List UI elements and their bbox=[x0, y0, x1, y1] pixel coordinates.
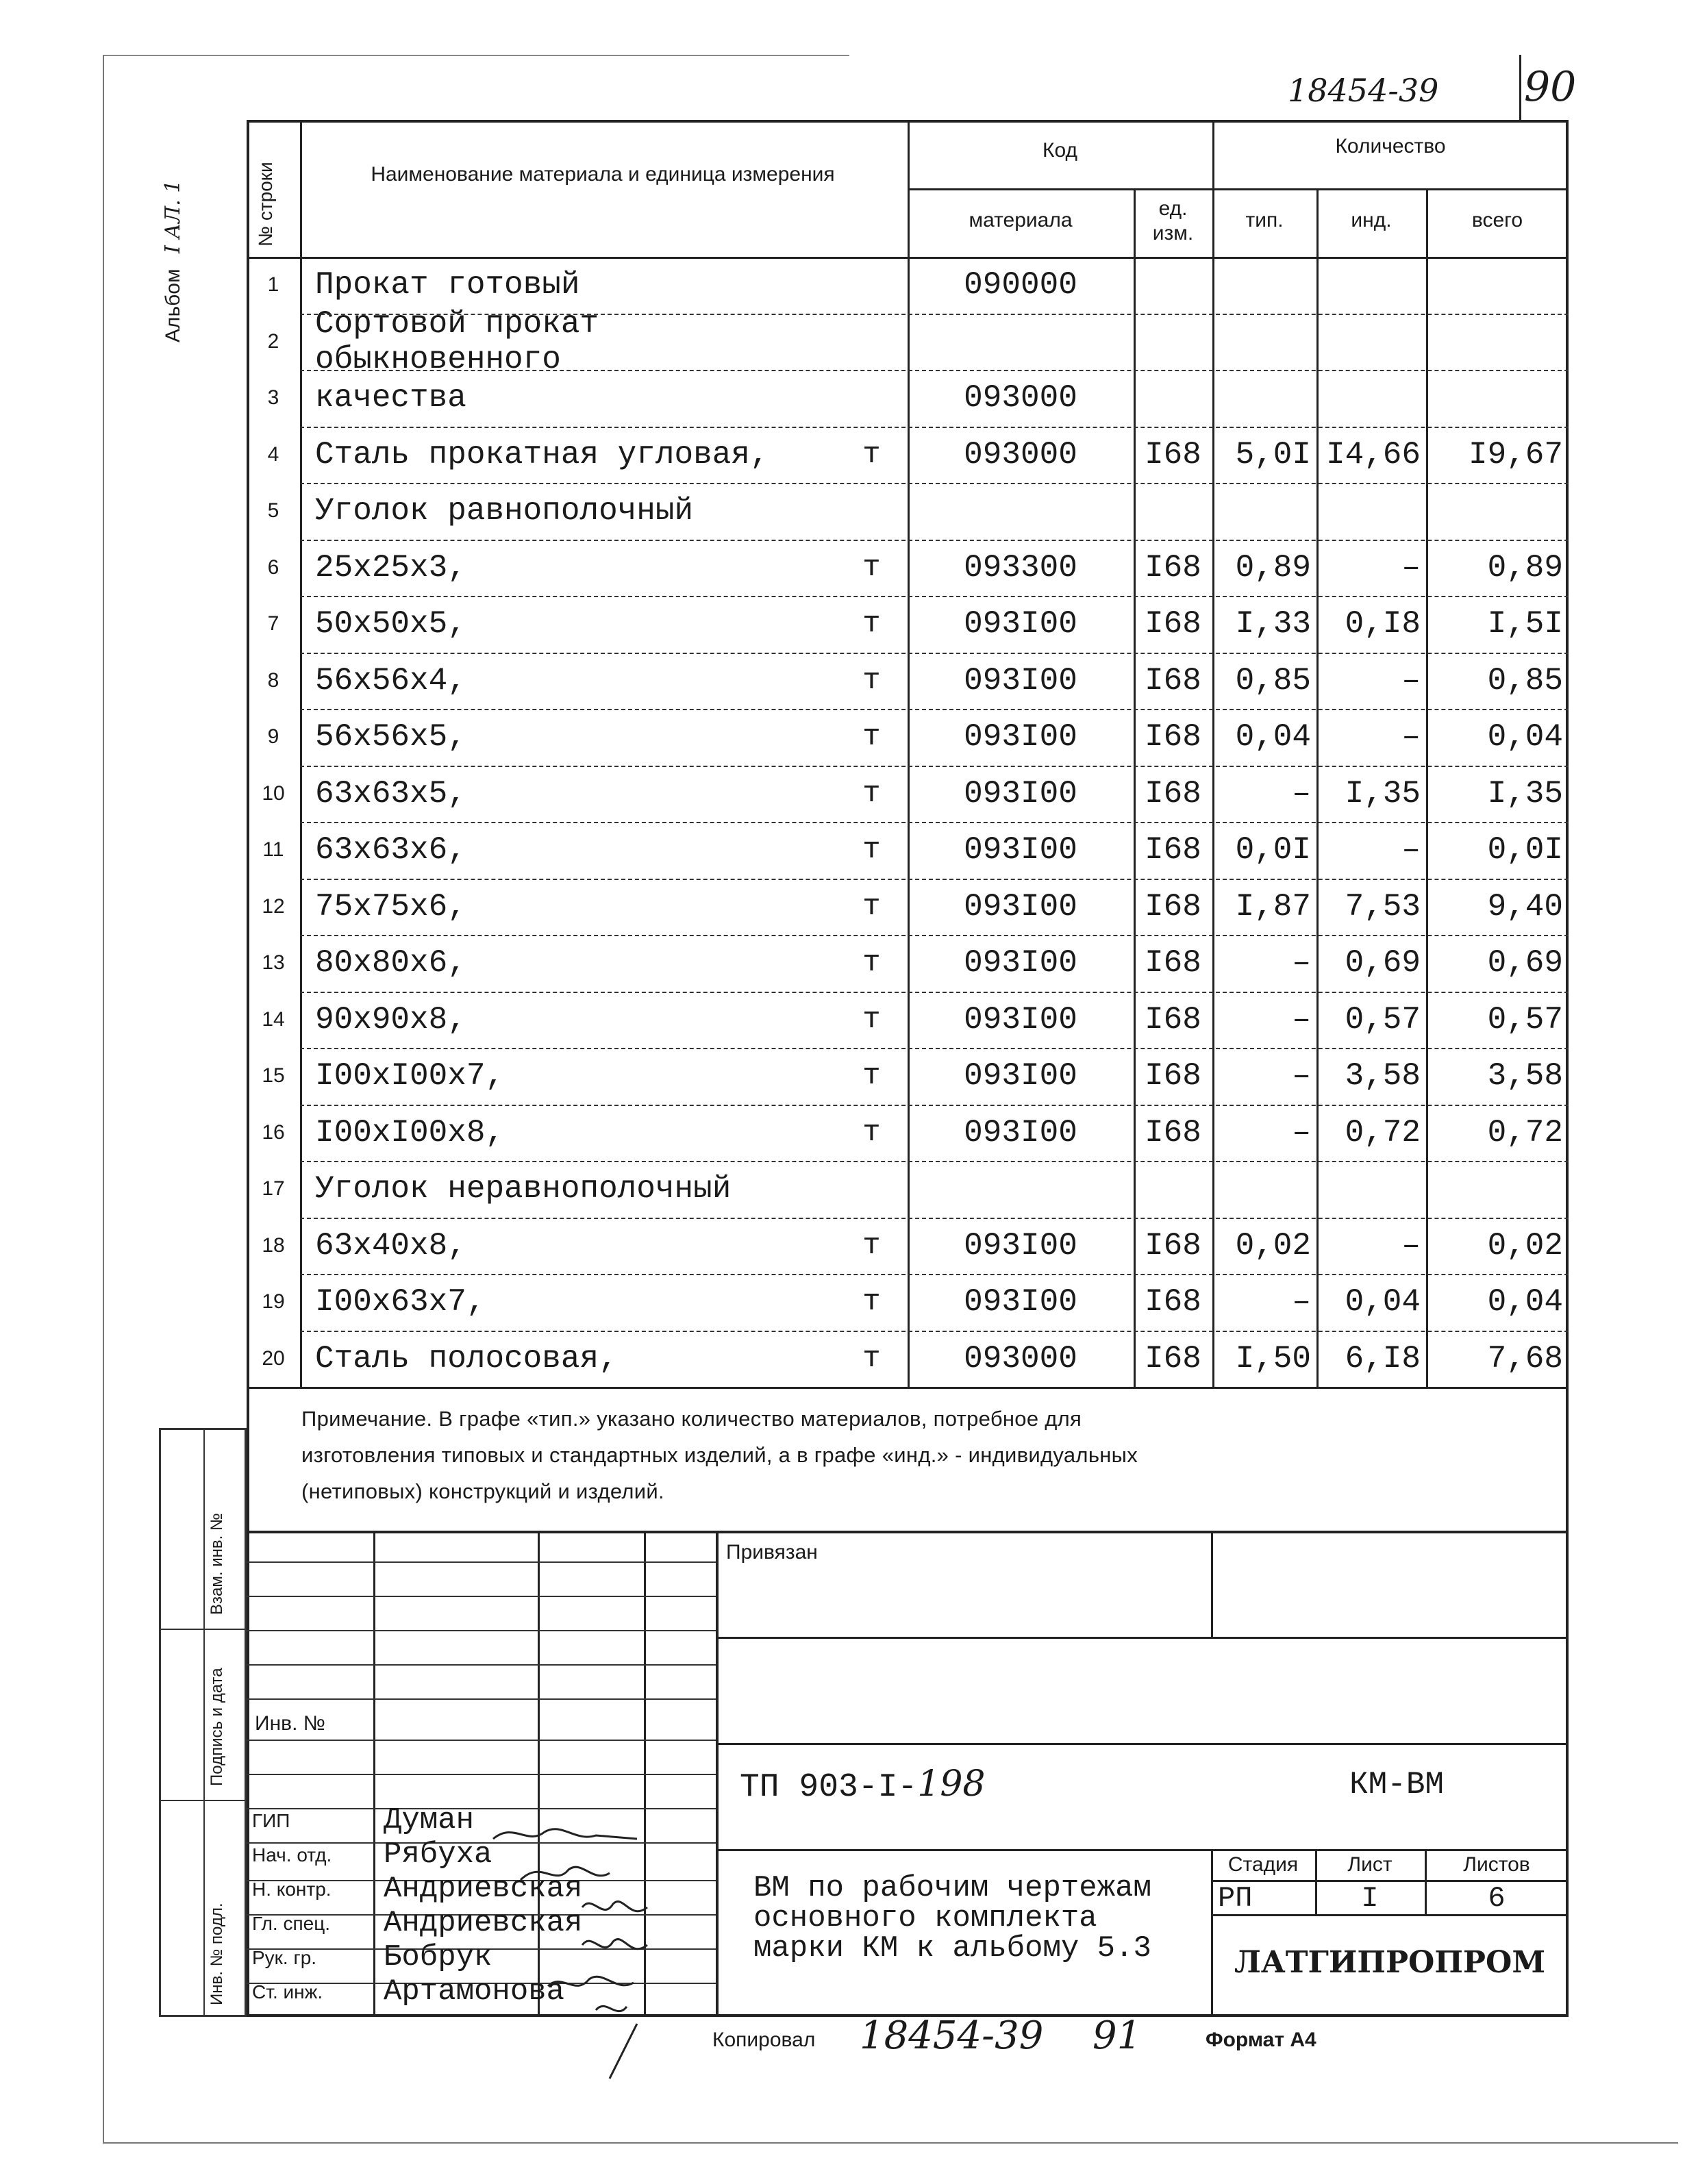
row-unit bbox=[836, 314, 908, 371]
role-person: Думан bbox=[384, 1803, 475, 1837]
row-qty-ind: 0,57 bbox=[1345, 1001, 1421, 1038]
row-number: 14 bbox=[262, 1007, 285, 1031]
row-qty-ind bbox=[1316, 483, 1426, 540]
row-divider bbox=[300, 370, 1569, 371]
table-row bbox=[247, 370, 1569, 427]
table-row bbox=[247, 709, 1569, 766]
project-code bbox=[740, 1763, 986, 1806]
table-row bbox=[247, 1161, 1569, 1218]
row-qty-total: 3,58 bbox=[1487, 1058, 1563, 1094]
row-qty-ind: 3,58 bbox=[1345, 1058, 1421, 1094]
table-row bbox=[247, 1105, 1569, 1162]
row-number: 19 bbox=[262, 1290, 285, 1314]
row-code: 093I00 bbox=[964, 1284, 1077, 1320]
row-number: 9 bbox=[267, 725, 279, 749]
tb-hline bbox=[247, 1774, 716, 1775]
side-stamp-hline-1 bbox=[161, 1629, 245, 1630]
row-ed-izm bbox=[1134, 314, 1212, 371]
row-divider bbox=[300, 427, 1569, 428]
row-code: 093I00 bbox=[964, 775, 1077, 812]
row-number: 4 bbox=[267, 442, 279, 466]
row-qty-total: I9,67 bbox=[1468, 436, 1563, 473]
row-number: 8 bbox=[267, 668, 279, 692]
album-label bbox=[161, 180, 185, 342]
col-header-qty-ind: инд. bbox=[1351, 209, 1392, 231]
row-divider bbox=[300, 1048, 1569, 1049]
role-label: Нач. отд. bbox=[252, 1844, 332, 1866]
role-person: Артамонова bbox=[384, 1974, 565, 2009]
album-number: I АЛ. 1 bbox=[161, 179, 185, 254]
tb-hline bbox=[247, 1808, 716, 1809]
row-qty-typ: – bbox=[1292, 1058, 1311, 1094]
row-divider bbox=[300, 653, 1569, 654]
sheet-value: I bbox=[1361, 1882, 1379, 1915]
side-stamp-divider bbox=[203, 1430, 205, 2015]
margin-line-left bbox=[103, 55, 104, 2144]
row-number: 5 bbox=[267, 499, 279, 523]
row-name: Сталь полосовая, bbox=[315, 1340, 618, 1377]
row-name: Прокат готовый bbox=[315, 267, 580, 303]
col-header-code: Код bbox=[1042, 139, 1077, 162]
row-code bbox=[908, 483, 1134, 540]
title-line-3: марки КМ к альбому 5.3 bbox=[753, 1931, 1151, 1966]
row-ed-izm: I68 bbox=[1145, 606, 1201, 642]
row-qty-typ: 0,85 bbox=[1235, 662, 1311, 699]
row-ed-izm: I68 bbox=[1145, 1340, 1201, 1377]
row-qty-typ: – bbox=[1292, 775, 1311, 812]
tb-hline-privyazan bbox=[716, 1637, 1569, 1639]
row-ed-izm: I68 bbox=[1145, 549, 1201, 586]
privyazan-label: Привязан bbox=[726, 1541, 818, 1564]
row-unit bbox=[836, 257, 908, 314]
row-ed-izm bbox=[1134, 1161, 1212, 1218]
row-ed-izm: I68 bbox=[1145, 1227, 1201, 1264]
role-person: Андриевская bbox=[384, 1906, 583, 1940]
copied-label: Копировал bbox=[712, 2029, 816, 2051]
row-name: Уголок равнополочный bbox=[315, 493, 694, 529]
row-name: Уголок неравнополочный bbox=[315, 1171, 732, 1207]
row-ed-izm: I68 bbox=[1145, 662, 1201, 699]
stamp-podpis: Подпись и дата bbox=[208, 1668, 226, 1786]
row-name: 75х75х6, bbox=[315, 888, 466, 925]
row-number: 15 bbox=[262, 1064, 285, 1088]
row-number: 16 bbox=[262, 1120, 285, 1144]
row-name: I00х63х7, bbox=[315, 1284, 486, 1320]
row-qty-typ: – bbox=[1292, 1001, 1311, 1038]
tb-vline-4 bbox=[716, 1531, 719, 2017]
drawing-mark: КМ-ВМ bbox=[1349, 1767, 1445, 1803]
row-ed-izm bbox=[1134, 257, 1212, 314]
tb-hline bbox=[247, 1561, 716, 1563]
row-code: 093I00 bbox=[964, 1114, 1077, 1151]
row-qty-total: 9,40 bbox=[1487, 888, 1563, 925]
stamp-inv-podl: Инв. № подл. bbox=[208, 1903, 226, 2005]
hline-table-bottom bbox=[247, 1387, 1569, 1389]
row-ed-izm: I68 bbox=[1145, 775, 1201, 812]
row-qty-typ bbox=[1212, 483, 1316, 540]
row-unit: т bbox=[862, 720, 881, 755]
table-row bbox=[247, 653, 1569, 710]
hline-header-mid bbox=[908, 188, 1569, 190]
row-qty-ind bbox=[1316, 314, 1426, 371]
sheets-value: 6 bbox=[1488, 1882, 1506, 1915]
row-qty-typ: 5,0I bbox=[1235, 436, 1311, 473]
sheets-label: Листов bbox=[1463, 1853, 1530, 1876]
row-qty-total bbox=[1426, 1161, 1569, 1218]
row-code: 093I00 bbox=[964, 719, 1077, 755]
table-row bbox=[247, 1218, 1569, 1275]
tb-hline bbox=[247, 1740, 716, 1741]
row-qty-total: 0,85 bbox=[1487, 662, 1563, 699]
role-label: Ст. инж. bbox=[252, 1981, 323, 2003]
col-header-code-unit: ед. изм. bbox=[1152, 197, 1194, 244]
row-code: 093000 bbox=[964, 380, 1077, 416]
title-block-top-line bbox=[247, 1531, 1569, 1533]
doc-number: 18454-39 bbox=[1288, 72, 1439, 109]
organization: ЛАТГИПРОПРОМ bbox=[1234, 1945, 1546, 1980]
table-row bbox=[247, 305, 1569, 377]
row-name: качества bbox=[315, 380, 466, 416]
stage-value: РП bbox=[1218, 1882, 1253, 1915]
copied-value: 18454-39 bbox=[860, 2013, 1044, 2058]
row-code: 093I00 bbox=[964, 832, 1077, 868]
row-qty-total: 0,04 bbox=[1487, 1284, 1563, 1320]
row-qty-ind: – bbox=[1401, 1227, 1421, 1264]
tb-hline bbox=[247, 1630, 716, 1631]
row-ed-izm: I68 bbox=[1145, 888, 1201, 925]
title-line-2: основного комплекта bbox=[753, 1901, 1097, 1935]
row-code bbox=[908, 1161, 1134, 1218]
row-ed-izm: I68 bbox=[1145, 1058, 1201, 1094]
row-unit bbox=[836, 1161, 908, 1218]
row-number: 10 bbox=[262, 781, 285, 805]
row-qty-ind: – bbox=[1401, 832, 1421, 868]
row-divider bbox=[300, 709, 1569, 710]
row-qty-total: 0,89 bbox=[1487, 549, 1563, 586]
row-number: 13 bbox=[262, 951, 285, 975]
row-qty-total: 7,68 bbox=[1487, 1340, 1563, 1377]
tb-hline bbox=[247, 1664, 716, 1666]
row-unit: т bbox=[862, 1228, 881, 1263]
row-code: 093I00 bbox=[964, 662, 1077, 699]
row-unit: т bbox=[862, 776, 881, 811]
table-row bbox=[247, 992, 1569, 1049]
title-line-1: ВМ по рабочим чертежам bbox=[753, 1871, 1151, 1905]
side-stamp-hline-2 bbox=[161, 1800, 245, 1801]
row-qty-typ: 0,02 bbox=[1235, 1227, 1311, 1264]
row-name: 25х25х3, bbox=[315, 549, 466, 586]
row-qty-ind: I,35 bbox=[1345, 775, 1421, 812]
row-name: 80х80х6, bbox=[315, 945, 466, 981]
row-divider bbox=[300, 1161, 1569, 1162]
tb-hline-code bbox=[716, 1743, 1569, 1745]
row-divider bbox=[300, 483, 1569, 484]
row-qty-typ bbox=[1212, 314, 1316, 371]
row-code: 093I00 bbox=[964, 1058, 1077, 1094]
project-code-prefix: ТП 903-I- bbox=[740, 1769, 918, 1806]
row-divider bbox=[300, 822, 1569, 823]
row-qty-total: 0,04 bbox=[1487, 719, 1563, 755]
row-divider bbox=[300, 766, 1569, 767]
row-qty-total bbox=[1426, 314, 1569, 371]
table-row bbox=[247, 483, 1569, 540]
row-qty-total: I,5I bbox=[1487, 606, 1563, 642]
row-code: 093300 bbox=[964, 549, 1077, 586]
row-qty-typ: 0,04 bbox=[1235, 719, 1311, 755]
row-ed-izm: I68 bbox=[1145, 1284, 1201, 1320]
row-unit bbox=[836, 370, 908, 427]
row-qty-typ: 0,89 bbox=[1235, 549, 1311, 586]
row-number: 7 bbox=[267, 612, 279, 636]
note-line-3: (нетиповых) конструкций и изделий. bbox=[301, 1479, 664, 1503]
row-qty-typ bbox=[1212, 1161, 1316, 1218]
margin-line-top bbox=[103, 55, 849, 56]
format-label: Формат А4 bbox=[1206, 2029, 1316, 2051]
sheet-label: Лист bbox=[1347, 1853, 1393, 1876]
row-name: Сталь прокатная угловая, bbox=[315, 436, 769, 473]
project-code-suffix: 198 bbox=[917, 1763, 986, 1805]
row-ed-izm: I68 bbox=[1145, 1001, 1201, 1038]
row-qty-typ: – bbox=[1292, 945, 1311, 981]
table-row bbox=[247, 822, 1569, 879]
row-qty-total: 0,57 bbox=[1487, 1001, 1563, 1038]
row-ed-izm: I68 bbox=[1145, 1114, 1201, 1151]
row-unit: т bbox=[862, 607, 881, 642]
row-unit: т bbox=[862, 1002, 881, 1037]
row-ed-izm: I68 bbox=[1145, 832, 1201, 868]
row-unit bbox=[836, 483, 908, 540]
row-ed-izm: I68 bbox=[1145, 945, 1201, 981]
row-qty-ind: 6,I8 bbox=[1345, 1340, 1421, 1377]
row-ed-izm bbox=[1134, 370, 1212, 427]
side-stamp bbox=[159, 1428, 247, 2017]
row-qty-ind bbox=[1316, 370, 1426, 427]
row-divider bbox=[300, 540, 1569, 541]
table-row bbox=[247, 1274, 1569, 1331]
row-qty-total: 0,02 bbox=[1487, 1227, 1563, 1264]
row-number: 17 bbox=[262, 1177, 285, 1201]
row-unit: т bbox=[862, 1115, 881, 1150]
row-number: 1 bbox=[267, 273, 279, 297]
row-code: 093I00 bbox=[964, 1001, 1077, 1038]
col-header-name: Наименование материала и единица измерения bbox=[371, 163, 835, 186]
col-header-qty: Количество bbox=[1335, 135, 1446, 158]
row-ed-izm bbox=[1134, 483, 1212, 540]
table-row bbox=[247, 540, 1569, 597]
role-person: Андриевская bbox=[384, 1872, 583, 1906]
row-qty-total: 0,69 bbox=[1487, 945, 1563, 981]
row-number: 20 bbox=[262, 1346, 285, 1370]
copied-sheet: 91 bbox=[1093, 2013, 1142, 2058]
row-qty-ind: 0,04 bbox=[1345, 1284, 1421, 1320]
row-qty-ind: I4,66 bbox=[1325, 436, 1421, 473]
row-name: I00хI00х8, bbox=[315, 1114, 505, 1151]
row-qty-ind: – bbox=[1401, 662, 1421, 699]
row-qty-ind: 0,69 bbox=[1345, 945, 1421, 981]
row-qty-typ: I,50 bbox=[1235, 1340, 1311, 1377]
row-number: 3 bbox=[267, 386, 279, 410]
corner-divider bbox=[1519, 55, 1521, 120]
row-name: 50х50х5, bbox=[315, 606, 466, 642]
row-code: 093000 bbox=[964, 1340, 1077, 1377]
row-code bbox=[908, 314, 1134, 371]
role-label: ГИП bbox=[252, 1810, 290, 1831]
row-qty-ind bbox=[1316, 1161, 1426, 1218]
row-qty-ind: 7,53 bbox=[1345, 888, 1421, 925]
row-divider bbox=[300, 879, 1569, 880]
drawing-title bbox=[753, 1871, 1151, 1966]
row-code: 093I00 bbox=[964, 945, 1077, 981]
row-number: 18 bbox=[262, 1233, 285, 1257]
note-line-1: Примечание. В графе «тип.» указано количество материалов, потребное для bbox=[301, 1407, 1082, 1431]
row-ed-izm: I68 bbox=[1145, 719, 1201, 755]
role-person: Рябуха bbox=[384, 1837, 492, 1872]
row-unit: т bbox=[862, 833, 881, 868]
note-block bbox=[301, 1401, 1138, 1509]
stage-label: Стадия bbox=[1227, 1853, 1299, 1876]
row-qty-typ: I,87 bbox=[1235, 888, 1311, 925]
table-row bbox=[247, 935, 1569, 992]
row-qty-total bbox=[1426, 370, 1569, 427]
row-qty-typ: – bbox=[1292, 1284, 1311, 1320]
tb-hline-title bbox=[716, 1849, 1569, 1851]
col-header-qty-total: всего bbox=[1471, 209, 1523, 231]
row-qty-total bbox=[1426, 483, 1569, 540]
row-divider bbox=[300, 935, 1569, 936]
row-name: 56х56х4, bbox=[315, 662, 466, 699]
pen-stroke bbox=[603, 2020, 644, 2082]
row-number: 12 bbox=[262, 894, 285, 918]
row-unit: т bbox=[862, 550, 881, 585]
row-unit: т bbox=[862, 1285, 881, 1320]
row-divider bbox=[300, 596, 1569, 597]
table-row bbox=[247, 257, 1569, 314]
row-qty-typ bbox=[1212, 370, 1316, 427]
row-ed-izm: I68 bbox=[1145, 436, 1201, 473]
row-divider bbox=[300, 1218, 1569, 1219]
row-qty-typ: – bbox=[1292, 1114, 1311, 1151]
row-number: 2 bbox=[267, 329, 279, 353]
row-qty-typ: 0,0I bbox=[1235, 832, 1311, 868]
role-label: Гл. спец. bbox=[252, 1913, 331, 1934]
table-row bbox=[247, 766, 1569, 823]
row-number: 11 bbox=[262, 838, 284, 862]
col-header-code-material: материала bbox=[969, 209, 1073, 231]
materials-table bbox=[247, 120, 1569, 1387]
album-label-text: Альбом bbox=[162, 268, 184, 342]
role-label: Рук. гр. bbox=[252, 1947, 317, 1968]
row-divider bbox=[300, 1331, 1569, 1332]
row-unit: т bbox=[862, 946, 881, 981]
row-qty-ind: 0,I8 bbox=[1345, 606, 1421, 642]
row-qty-ind bbox=[1316, 257, 1426, 314]
row-name: 90х90х8, bbox=[315, 1001, 466, 1038]
row-code: 090000 bbox=[964, 267, 1077, 303]
row-unit: т bbox=[862, 437, 881, 472]
row-qty-typ bbox=[1212, 257, 1316, 314]
row-qty-total bbox=[1426, 257, 1569, 314]
row-divider bbox=[300, 1105, 1569, 1106]
row-qty-total: I,35 bbox=[1487, 775, 1563, 812]
row-name: 63х63х6, bbox=[315, 832, 466, 868]
row-qty-ind: – bbox=[1401, 719, 1421, 755]
row-code: 093I00 bbox=[964, 606, 1077, 642]
row-qty-ind: 0,72 bbox=[1345, 1114, 1421, 1151]
row-code: 093I00 bbox=[964, 1227, 1077, 1264]
row-code: 093I00 bbox=[964, 888, 1077, 925]
margin-line-bottom bbox=[103, 2142, 1678, 2144]
table-row bbox=[247, 879, 1569, 936]
tb-hline bbox=[247, 1596, 716, 1597]
row-name: 63х63х5, bbox=[315, 775, 466, 812]
row-name: Сортовой прокат обыкновенного bbox=[315, 305, 599, 377]
row-unit: т bbox=[862, 1341, 881, 1376]
row-unit: т bbox=[862, 1059, 881, 1094]
sheet-corner-number: 90 bbox=[1524, 63, 1577, 111]
table-row bbox=[247, 427, 1569, 484]
col-header-num: № строки bbox=[255, 162, 276, 247]
note-line-2: изготовления типовых и стандартных изделий, а в графе «инд.» - индивидуальных bbox=[301, 1443, 1138, 1467]
row-number: 6 bbox=[267, 555, 279, 579]
stamp-vzam: Взам. инв. № bbox=[208, 1513, 226, 1615]
row-divider bbox=[300, 992, 1569, 993]
row-divider bbox=[300, 1274, 1569, 1275]
tb-hline bbox=[247, 1698, 716, 1700]
row-name: 56х56х5, bbox=[315, 719, 466, 755]
tb-vline-privyazan bbox=[1211, 1531, 1213, 1637]
row-name: I00хI00х7, bbox=[315, 1058, 505, 1094]
inv-no-label: Инв. № bbox=[255, 1712, 325, 1735]
table-row bbox=[247, 596, 1569, 653]
row-qty-typ: I,33 bbox=[1235, 606, 1311, 642]
row-code: 093000 bbox=[964, 436, 1077, 473]
row-qty-ind: – bbox=[1401, 549, 1421, 586]
role-label: Н. контр. bbox=[252, 1879, 332, 1900]
table-row bbox=[247, 1331, 1569, 1388]
row-unit: т bbox=[862, 889, 881, 924]
role-person: Бобрук bbox=[384, 1940, 492, 1974]
col-header-qty-typ: тип. bbox=[1245, 209, 1284, 231]
signature-scribbles bbox=[479, 1818, 699, 2024]
row-unit: т bbox=[862, 663, 881, 698]
table-row bbox=[247, 1048, 1569, 1105]
row-divider bbox=[300, 314, 1569, 315]
row-name: 63х40х8, bbox=[315, 1227, 466, 1264]
row-qty-total: 0,0I bbox=[1487, 832, 1563, 868]
row-qty-total: 0,72 bbox=[1487, 1114, 1563, 1151]
